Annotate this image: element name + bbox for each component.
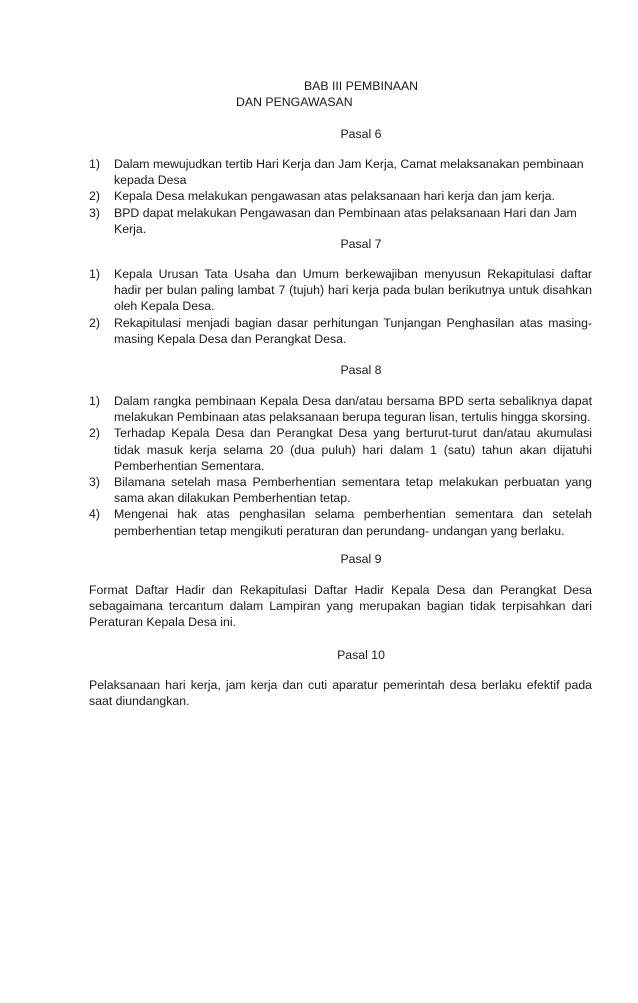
- pasal-8-heading: Pasal 8: [340, 363, 382, 377]
- list-item: [89, 156, 592, 188]
- list-item: [89, 266, 592, 315]
- list-item: [89, 506, 592, 538]
- item-number: 2): [89, 315, 100, 330]
- list-item: [89, 205, 592, 237]
- chapter-title: BAB III PEMBINAAN: [303, 79, 419, 93]
- list-item: [89, 188, 592, 204]
- pasal-8-list: [89, 393, 592, 539]
- pasal-7-list: [89, 266, 592, 347]
- item-number: 2): [89, 189, 100, 204]
- item-text: Terhadap Kepala Desa dan Perangkat Desa yang berturut-turut dan/atau akumulasi tidak masuk kerja selama 20 (dua puluh) hari dalam 1 (satu) tahun akan dijatuhi Pemberhentian Sementara.: [114, 426, 592, 473]
- list-item: [89, 393, 592, 425]
- item-text: BPD dapat melakukan Pengawasan dan Pembinaan atas pelaksanaan Hari dan Jam Kerja.: [114, 205, 577, 236]
- chapter-subtitle: DAN PENGAWASAN: [236, 95, 353, 109]
- pasal-6-list: [89, 156, 592, 237]
- item-number: 4): [89, 507, 100, 522]
- pasal-6-heading: Pasal 6: [340, 127, 382, 141]
- item-number: 1): [89, 157, 100, 171]
- item-text: Kepala Desa melakukan pengawasan atas pelaksanaan hari kerja dan jam kerja.: [114, 189, 555, 204]
- pasal-7-heading: Pasal 7: [340, 237, 382, 251]
- item-text: Dalam rangka pembinaan Kepala Desa dan/atau bersama BPD serta sebaliknya dapat melakukan Pembinaan atas pelaksanaan berupa teguran lisan, tertulis hingga skorsing.: [114, 394, 592, 425]
- item-text: Dalam mewujudkan tertib Hari Kerja dan Jam Kerja, Camat melaksanakan pembinaan kepada Desa: [114, 157, 584, 188]
- item-text: Mengenai hak atas penghasilan selama pemberhentian sementara dan setelah pemberhentian tetap mengikuti peraturan dan perundang- undangan yang berlaku.: [114, 507, 592, 538]
- pasal-9-text: Format Daftar Hadir dan Rekapitulasi Daftar Hadir Kepala Desa dan Perangkat Desa sebagaimana tercantum dalam Lampiran yang merupakan bagian tidak terpisahkan dari Peraturan Kepala Desa ini.: [89, 583, 592, 630]
- list-item: [89, 315, 592, 347]
- item-number: 3): [89, 205, 100, 220]
- item-text: Kepala Urusan Tata Usaha dan Umum berkewajiban menyusun Rekapitulasi daftar hadir per bulan paling lambat 7 (tujuh) hari kerja pada bulan berikutnya untuk disahkan oleh Kepala Desa.: [114, 267, 592, 314]
- list-item: [89, 425, 592, 474]
- item-number: 2): [89, 426, 100, 441]
- item-number: 3): [89, 475, 100, 490]
- list-item: [89, 474, 592, 506]
- item-text: Bilamana setelah masa Pemberhentian sementara tetap melakukan perbuatan yang sama akan dilakukan Pemberhentian tetap.: [114, 475, 592, 506]
- pasal-10-heading: Pasal 10: [337, 648, 385, 662]
- item-number: 1): [89, 267, 100, 281]
- pasal-10-text: Pelaksanaan hari kerja, jam kerja dan cuti aparatur pemerintah desa berlaku efektif pada saat diundangkan.: [89, 678, 592, 709]
- item-number: 1): [89, 394, 100, 408]
- item-text: Rekapitulasi menjadi bagian dasar perhitungan Tunjangan Penghasilan atas masing-masing Kepala Desa dan Perangkat Desa.: [114, 315, 592, 346]
- pasal-9-heading: Pasal 9: [340, 552, 382, 566]
